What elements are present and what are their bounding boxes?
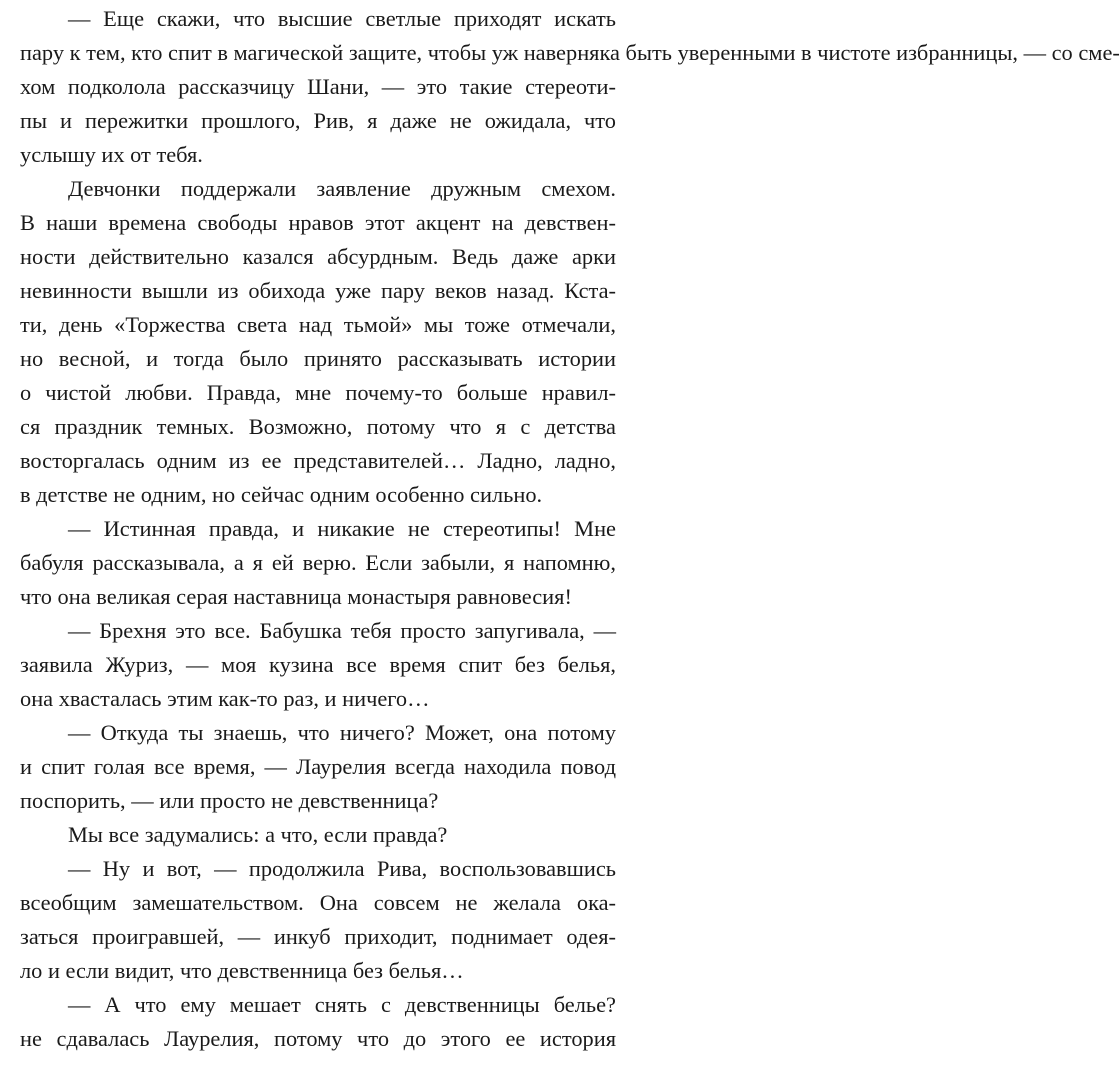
- text-line: но весной, и тогда было принято рассказывать истории: [20, 346, 616, 371]
- text-line: — Откуда ты знаешь, что ничего? Может, она потому: [68, 720, 616, 745]
- text-line: ти, день «Торжества света над тьмой» мы тоже отмечали,: [20, 312, 616, 337]
- text-line: пы и пережитки прошлого, Рив, я даже не ожидала, что: [20, 108, 616, 133]
- text-line: — Брехня это все. Бабушка тебя просто запугивала, —: [68, 618, 616, 643]
- text-line: заться проигравшей, — инкуб приходит, поднимает одея-: [20, 924, 616, 949]
- text-line: услышу их от тебя.: [20, 142, 203, 167]
- text-line: — Ну и вот, — продолжила Рива, воспользовавшись: [68, 856, 616, 881]
- text-line: невинности вышли из обихода уже пару веков назад. Кста-: [20, 278, 616, 303]
- text-line: ся праздник темных. Возможно, потому что я с детства: [20, 414, 616, 439]
- text-line: и спит голая все время, — Лаурелия всегда находила повод: [20, 754, 616, 779]
- text-line: — Истинная правда, и никакие не стереотипы! Мне: [68, 516, 616, 541]
- text-line: всеобщим замешательством. Она совсем не желала ока-: [20, 890, 616, 915]
- text-line: Мы все задумались: а что, если правда?: [68, 822, 448, 847]
- text-line: — Еще скажи, что высшие светлые приходят искать: [68, 6, 616, 31]
- text-line: ло и если видит, что девственница без белья…: [20, 958, 464, 983]
- text-line: пару к тем, кто спит в магической защите, чтобы уж наверняка быть уверенными в чистоте избранницы, — со сме-: [20, 40, 1120, 65]
- text-line: не сдавалась Лаурелия, потому что до этого ее история: [20, 1026, 616, 1051]
- text-line: бабуля рассказывала, а я ей верю. Если забыли, я напомню,: [20, 550, 616, 575]
- text-line: Девчонки поддержали заявление дружным смехом.: [68, 176, 616, 201]
- text-line: в детстве не одним, но сейчас одним особенно сильно.: [20, 482, 543, 507]
- text-line: В наши времена свободы нравов этот акцент на девствен-: [20, 210, 616, 235]
- text-line: что она великая серая наставница монастыря равновесия!: [20, 584, 572, 609]
- text-line: восторгалась одним из ее представителей… Ладно, ладно,: [20, 448, 616, 473]
- text-line: поспорить, — или просто не девственница?: [20, 788, 439, 813]
- text-line: хом подколола рассказчицу Шани, — это такие стереоти-: [20, 74, 616, 99]
- text-line: — А что ему мешает снять с девственницы белье?: [68, 992, 616, 1017]
- text-line: о чистой любви. Правда, мне почему-то больше нравил-: [20, 380, 616, 405]
- text-line: заявила Журиз, — моя кузина все время спит без белья,: [20, 652, 616, 677]
- text-line: она хвасталась этим как-то раз, и ничего…: [20, 686, 430, 711]
- text-line: ности действительно казался абсурдным. Ведь даже арки: [20, 244, 616, 269]
